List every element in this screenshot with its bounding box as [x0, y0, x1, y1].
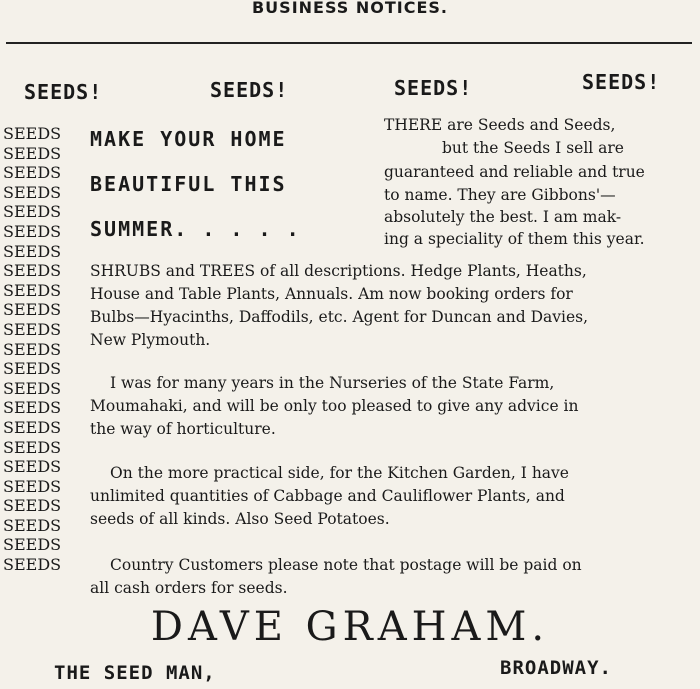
- side-seeds-label: SEEDS: [3, 339, 62, 359]
- advertiser-signature: DAVE GRAHAM.: [150, 604, 550, 650]
- postage-line: Country Customers please note that postage will be paid on: [110, 556, 582, 574]
- seeds-banner-4: SEEDS!: [582, 70, 661, 94]
- headline-line-3: SUMMER. . . . .: [90, 217, 301, 241]
- postage-line: all cash orders for seeds.: [90, 579, 288, 597]
- side-seeds-label: SEEDS: [3, 417, 62, 437]
- footer-right: BROADWAY.: [500, 657, 612, 679]
- side-seeds-label: SEEDS: [3, 163, 62, 183]
- footer-left: THE SEED MAN,: [54, 662, 216, 684]
- nursery-line: Moumahaki, and will be only too pleased to give any advice in: [90, 397, 579, 415]
- side-seeds-label: SEEDS: [3, 476, 62, 496]
- seeds-banner-3: SEEDS!: [394, 76, 473, 100]
- side-seeds-label: SEEDS: [3, 280, 62, 300]
- side-seeds-label: SEEDS: [3, 241, 62, 261]
- header-rule: [6, 42, 692, 44]
- seeds-banner-2: SEEDS!: [210, 78, 289, 102]
- side-seeds-label: SEEDS: [3, 221, 62, 241]
- side-seeds-label: SEEDS: [3, 457, 62, 477]
- kitchen-garden-line: unlimited quantities of Cabbage and Cauliflower Plants, and: [90, 487, 565, 505]
- headline-line-1: MAKE YOUR HOME: [90, 127, 287, 151]
- kitchen-garden-line: seeds of all kinds. Also Seed Potatoes.: [90, 510, 390, 528]
- intro-line: absolutely the best. I am mak-: [384, 208, 622, 226]
- shrubs-line: SHRUBS and TREES of all descriptions. Hedge Plants, Heaths,: [90, 262, 587, 280]
- intro-line: to name. They are Gibbons'—: [384, 186, 616, 204]
- side-seeds-label: SEEDS: [3, 202, 62, 222]
- headline-line-2: BEAUTIFUL THIS: [90, 172, 287, 196]
- side-seeds-label: SEEDS: [3, 261, 62, 281]
- side-seeds-label: SEEDS: [3, 378, 62, 398]
- side-seeds-label: SEEDS: [3, 515, 62, 535]
- shrubs-line: New Plymouth.: [90, 331, 211, 349]
- side-seeds-label: SEEDS: [3, 300, 62, 320]
- side-seeds-label: SEEDS: [3, 143, 62, 163]
- intro-line: ing a speciality of them this year.: [384, 230, 645, 248]
- intro-line: guaranteed and reliable and true: [384, 163, 645, 181]
- side-seeds-label: SEEDS: [3, 496, 62, 516]
- shrubs-line: Bulbs—Hyacinths, Daffodils, etc. Agent for Duncan and Davies,: [90, 308, 589, 326]
- side-seeds-label: SEEDS: [3, 182, 62, 202]
- kitchen-garden-line: On the more practical side, for the Kitchen Garden, I have: [110, 464, 569, 482]
- side-seeds-label: SEEDS: [3, 124, 62, 143]
- intro-line: THERE are Seeds and Seeds,: [384, 116, 616, 134]
- seeds-banner-1: SEEDS!: [24, 80, 103, 104]
- seeds-side-column: [3, 124, 61, 575]
- side-seeds-label: SEEDS: [3, 319, 62, 339]
- section-title: BUSINESS NOTICES.: [251, 0, 448, 17]
- nursery-line: the way of horticulture.: [90, 420, 276, 438]
- shrubs-line: House and Table Plants, Annuals. Am now booking orders for: [90, 285, 573, 303]
- intro-line: but the Seeds I sell are: [442, 139, 624, 157]
- side-seeds-label: SEEDS: [3, 535, 62, 555]
- side-seeds-label: SEEDS: [3, 555, 62, 575]
- side-seeds-label: SEEDS: [3, 437, 62, 457]
- side-seeds-label: SEEDS: [3, 359, 62, 379]
- side-seeds-label: SEEDS: [3, 398, 62, 418]
- nursery-line: I was for many years in the Nurseries of the State Farm,: [110, 374, 555, 392]
